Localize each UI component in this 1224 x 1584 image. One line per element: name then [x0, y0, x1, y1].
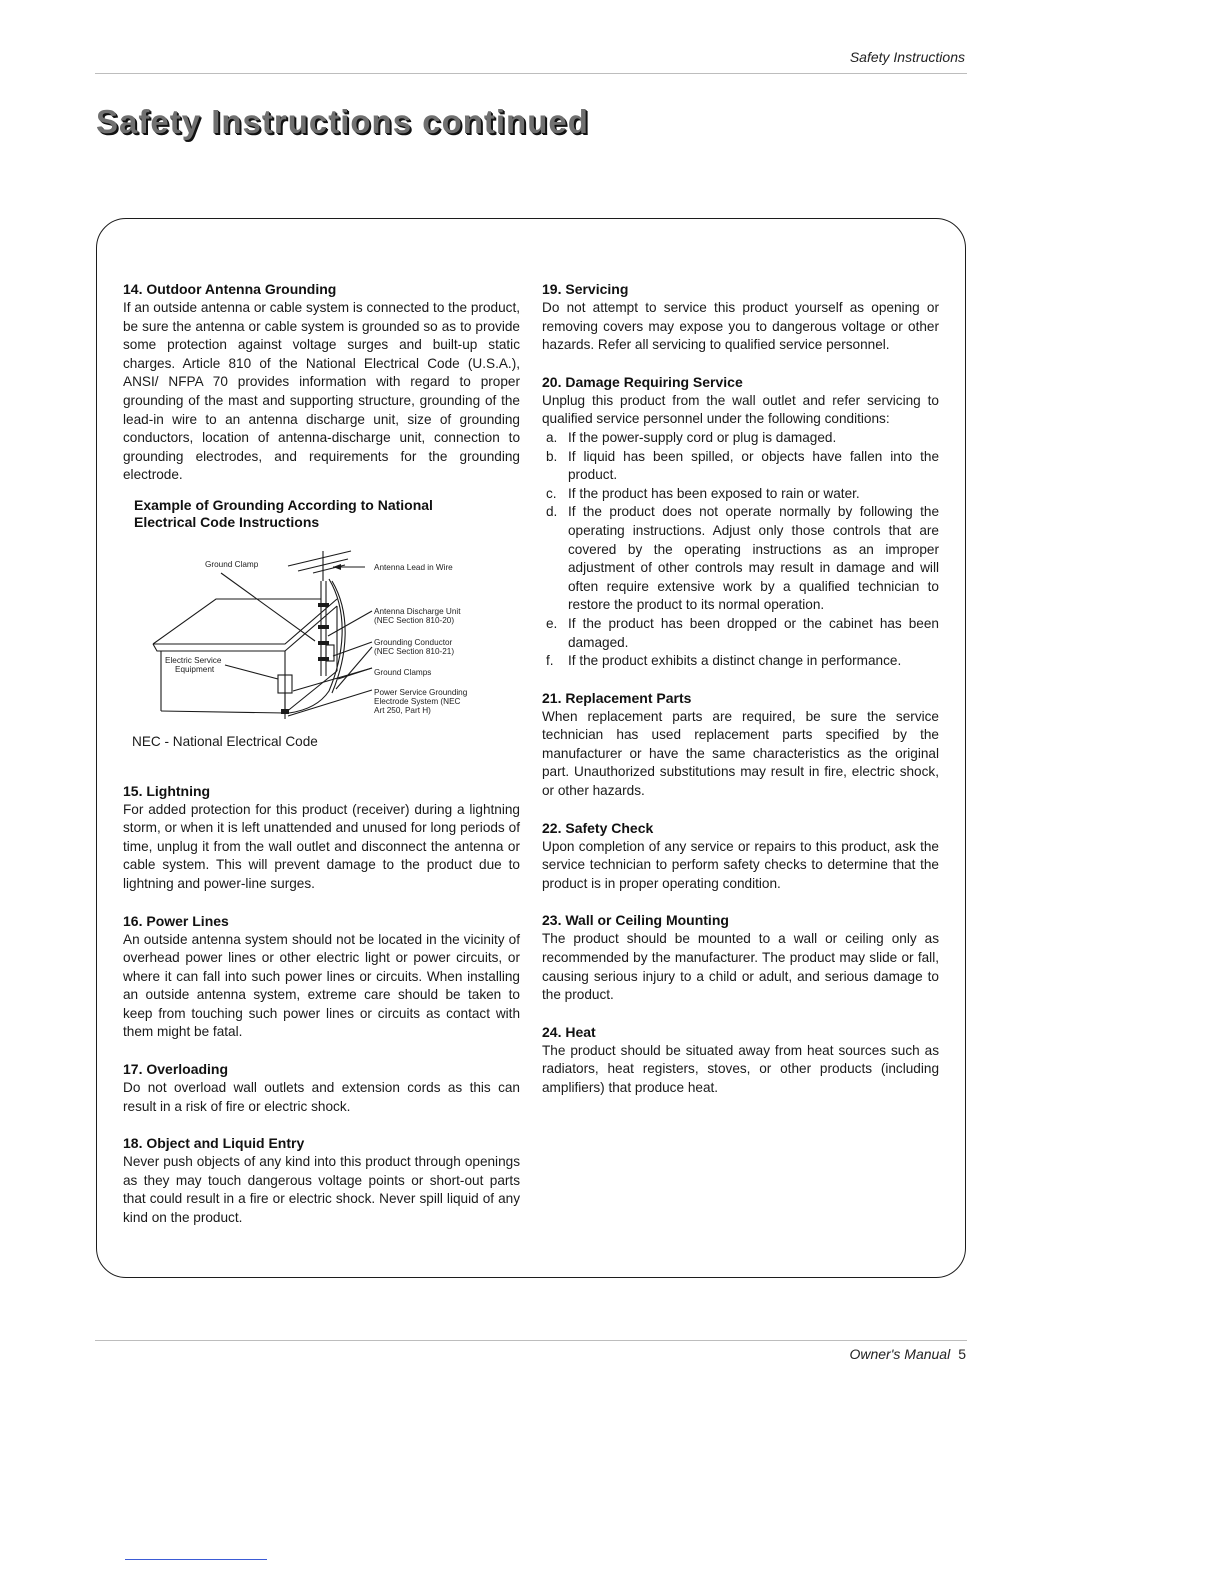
list-marker: b. [546, 448, 558, 464]
section-20 [542, 373, 939, 671]
section-text: An outside antenna system should not be located in the vicinity of overhead power lines or other electric light or power circuits, or where it can fall into such power lines or circuits. When installing an outside antenna system, extreme care should be taken to keep from touching such power lines or circuits as contact with them might be fatal. [123, 931, 520, 1040]
section-17 [123, 1060, 520, 1116]
house-base [161, 711, 285, 713]
section-text: The product should be situated away from heat sources such as radiators, heat registers, stoves, or other products (including amplifiers) that produce heat. [542, 1042, 939, 1095]
section-heading: 15. Lightning [123, 782, 211, 799]
list-item [542, 485, 939, 504]
page-title: Safety Instructions continued [96, 103, 589, 140]
mast-clamp [318, 657, 329, 661]
label-power-service: Art 250, Part H) [374, 705, 431, 715]
list-item-text: If liquid has been spilled, or objects have fallen into the product. [568, 448, 939, 483]
label-power-service: Electrode System (NEC [374, 696, 461, 706]
section-heading: 18. Object and Liquid Entry [123, 1135, 305, 1152]
bottom-divider [95, 1340, 967, 1341]
section-text: Never push objects of any kind into this product through openings as they may touch dangerous voltage points or short-out parts that could result in a fire or electric shock. Never spill liquid of any kind on the product. [123, 1154, 520, 1226]
section-heading: 16. Power Lines [123, 912, 229, 929]
section-heading: 22. Safety Check [542, 819, 654, 836]
leader-line [225, 665, 278, 679]
page-footer [849, 1346, 966, 1362]
conditions-list [542, 429, 939, 671]
section-text: For added protection for this product (receiver) during a lightning storm, or when it is left unattended and unused for long periods of time, unplug it from the wall outlet and disconnect the antenna or cable system. This will prevent damage to the product due to lightning and power-line surges. [123, 801, 520, 891]
mast-clamp [318, 603, 329, 607]
section-text: Upon completion of any service or repairs to this product, ask the service technician to perform safety checks to determine that the product is in proper operating condition. [542, 838, 939, 891]
figure-title [134, 497, 520, 531]
figure-title-line: Example of Grounding According to National [134, 496, 433, 513]
list-marker: c. [546, 485, 557, 501]
section-text: If an outside antenna or cable system is connected to the product, be sure the antenna or cable system is grounded so as to provide some protection against voltage surges and built-up static charges. Article 810 of the National Electrical Code (U.S.A.), ANSI/ NFPA 70 provides information with regard to proper grounding of the mast and supporting structure, grounding of the lead-in wire to an antenna discharge unit, size of grounding conductors, location of antenna-discharge unit, connection to grounding electrodes, and requirements for the grounding electrode. [123, 300, 520, 483]
section-text: Unplug this product from the wall outlet and refer servicing to qualified service personnel under the following conditions: [542, 392, 939, 427]
section-heading: 23. Wall or Ceiling Mounting [542, 912, 729, 929]
list-item [542, 652, 939, 671]
list-item-text: If the product exhibits a distinct change in performance. [568, 653, 902, 669]
running-head: Safety Instructions [849, 49, 965, 65]
list-item [542, 448, 939, 485]
arrow-head [333, 564, 341, 570]
section-19 [542, 280, 939, 355]
leader-line [293, 668, 372, 691]
section-text: The product should be mounted to a wall or ceiling only as recommended by the manufacturer. The product may slide or fall, causing serious injury to a child or adult, and serious damage to the product. [542, 931, 939, 1003]
leader-line [288, 690, 372, 716]
list-item [542, 503, 939, 615]
list-item-text: If the product has been dropped or the cabinet has been damaged. [568, 615, 939, 650]
list-item [542, 429, 939, 448]
list-marker: d. [546, 504, 558, 520]
section-text: Do not attempt to service this product yourself as opening or removing covers may expose you to dangerous voltage or other hazards. Refer all servicing to qualified service personnel. [542, 300, 939, 353]
label-ground-clamp: Ground Clamp [205, 559, 259, 569]
label-grounding-conductor: Grounding Conductor [374, 637, 453, 647]
section-heading: 24. Heat [542, 1023, 596, 1040]
section-16 [123, 912, 520, 1043]
antenna-element [288, 551, 351, 566]
section-text: Do not overload wall outlets and extension cords as this can result in a risk of fire or electric shock. [123, 1080, 520, 1114]
section-22 [542, 819, 939, 894]
section-14 [123, 280, 520, 485]
section-heading: 19. Servicing [542, 281, 629, 297]
label-electric-service: Equipment [175, 664, 215, 674]
leader-line [328, 611, 372, 636]
section-24 [542, 1023, 939, 1098]
label-electric-service: Electric Service [165, 655, 222, 665]
top-divider [95, 73, 967, 74]
list-marker: a. [546, 429, 558, 445]
section-23 [542, 911, 939, 1004]
mast-clamp [318, 641, 329, 645]
footer-label: Owner's Manual [849, 1346, 951, 1362]
leader-line [221, 573, 315, 641]
grounding-diagram [123, 541, 520, 731]
page-number: 5 [958, 1346, 966, 1362]
label-grounding-conductor-ref: (NEC Section 810-21) [374, 646, 455, 656]
section-21 [542, 689, 939, 801]
section-heading: 17. Overloading [123, 1061, 229, 1078]
section-heading: 14. Outdoor Antenna Grounding [123, 281, 337, 297]
figure-note: NEC - National Electrical Code [132, 733, 318, 749]
footer-link-underline [125, 1559, 267, 1560]
list-item [542, 615, 939, 652]
list-item-text: If the product does not operate normally by following the operating instructions. Adjust only those controls that are covered by the operating instructions as an improper adjustment of other controls may result in damage and will often require extensive work by a qualified technician to restore the product to its normal operation. [568, 504, 939, 613]
label-discharge-unit: Antenna Discharge Unit [374, 606, 461, 616]
list-marker: f. [546, 653, 554, 669]
label-ground-clamps: Ground Clamps [374, 667, 432, 677]
section-15 [123, 782, 520, 894]
section-18 [123, 1134, 520, 1227]
list-item-text: If the power-supply cord or plug is damaged. [568, 429, 837, 445]
label-antenna-lead: Antenna Lead in Wire [374, 562, 453, 572]
label-discharge-unit-ref: (NEC Section 810-20) [374, 615, 455, 625]
section-heading: 20. Damage Requiring Service [542, 373, 743, 390]
list-item-text: If the product has been exposed to rain or water. [568, 485, 860, 501]
section-heading: 21. Replacement Parts [542, 689, 692, 706]
label-power-service: Power Service Grounding [374, 687, 468, 697]
section-text: When replacement parts are required, be sure the service technician has used replacement parts specified by the manufacturer or have the same characteristics as the original part. Unauthorized substitutions may result in fire, electric shock, or other hazards. [542, 708, 939, 799]
right-column [542, 280, 939, 1116]
ground-clamp [281, 709, 289, 714]
left-column [123, 280, 520, 1246]
house-roof [153, 599, 321, 644]
mast-clamp [318, 625, 329, 629]
list-marker: e. [546, 615, 558, 631]
figure-title-line: Electrical Code Instructions [134, 513, 320, 530]
